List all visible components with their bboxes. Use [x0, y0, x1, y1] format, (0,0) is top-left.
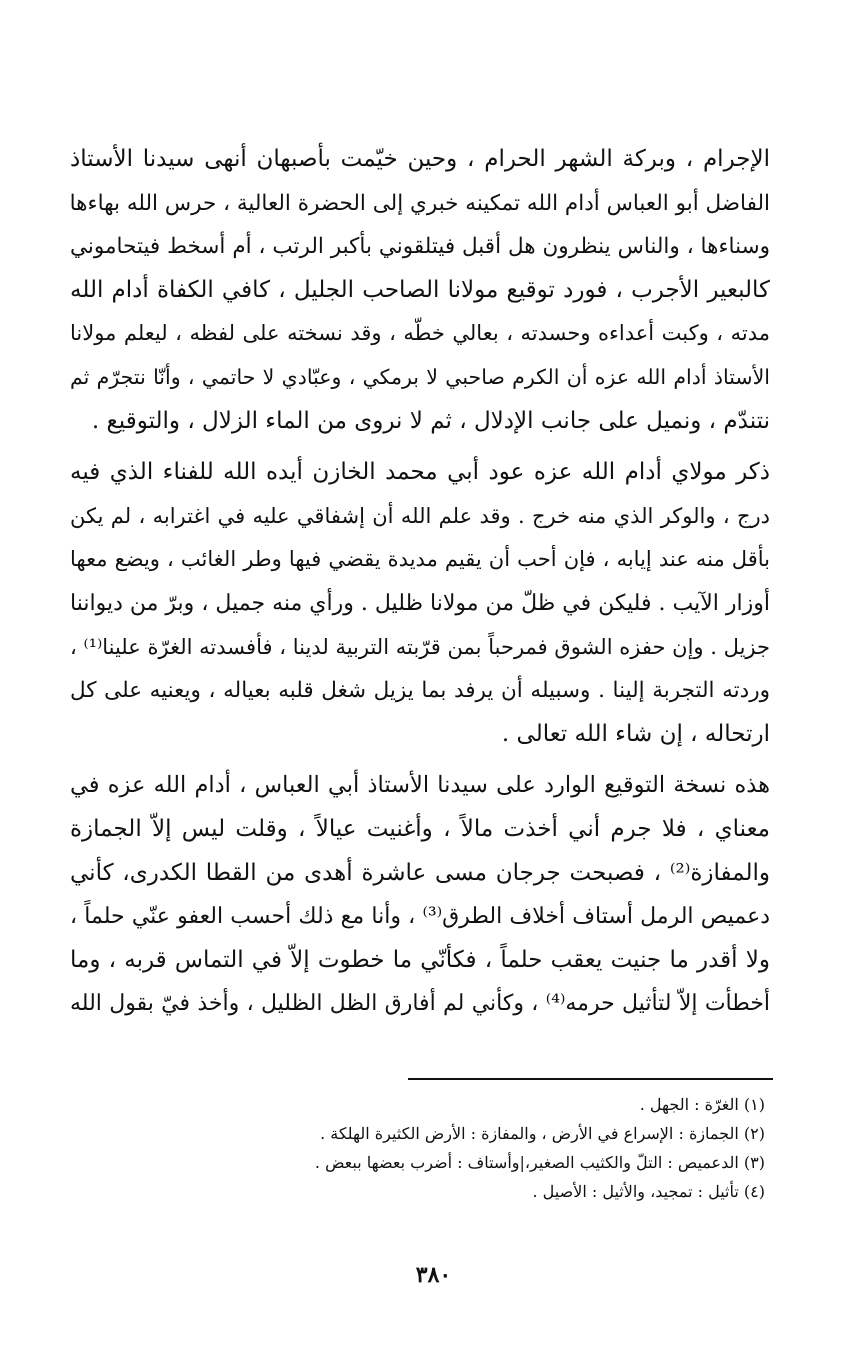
- paragraph-gap: [70, 756, 770, 764]
- text-line: وردته التجربة إلينا . وسبيله أن يرفد بما يزيل شغل قلبه بعياله ، ويعنيه على كل: [70, 678, 770, 704]
- footnote-separator: [408, 1078, 773, 1080]
- paragraph-1: [70, 138, 770, 443]
- paragraph-gap: [70, 443, 770, 451]
- footnotes: [200, 1090, 765, 1206]
- text-line: وسناءها ، والناس ينظرون هل أقبل فيتلقوني بأكبر الرتب ، أم أسخط فيتحاموني: [70, 234, 770, 260]
- text-line: ولا أقدر ما جنيت يعقب حلماً ، فكأنّي ما خطوت إلاّ في التماس قربه ، وما: [70, 946, 770, 973]
- text-line: درج ، والوكر الذي منه خرج . وقد علم الله أن إشفاقي عليه في اغترابه ، لم يكن: [70, 503, 770, 528]
- text-line: الأستاذ أدام الله عزه أن الكرم صاحبي لا برمكي ، وعبّادي لا حاتمي ، وأنّا نتجرّم ثم: [70, 364, 770, 389]
- footnote-4: (٤) تأثيل : تمجيد، والأثيل : الأصيل .: [532, 1182, 765, 1201]
- footnote-2: (٢) الجمازة : الإسراع في الأرض ، والمفازة : الأرض الكثيرة الهلكة .: [320, 1124, 765, 1143]
- text-line: الفاضل أبو العباس أدام الله تمكينه خبري إلى الحضرة العالية ، حرس الله بهاءها: [69, 190, 770, 216]
- footnote-3: (٣) الدعميص : التلّ والكثيب الصغير،|وأستاف : أضرب بعضها ببعض .: [314, 1153, 765, 1172]
- text-line: بأقل منه عند إيابه ، فإن أحب أن يقيم مديدة يقضي فيها وطر الغائب ، ويضع معها: [70, 547, 770, 572]
- text-line: جزيل . وإن حفزه الشوق فمرحباً بمن قرّبته التربية لدينا ، فأفسدته الغرّة علينا⁽¹⁾ ،: [70, 634, 770, 659]
- footnote-1: (١) الغرّة : الجهل .: [639, 1095, 765, 1114]
- text-line: مدته ، وكبت أعداءه وحسدته ، بعالي خطّه ، وقد نسخته على لفظه ، ليعلم مولانا: [70, 321, 770, 346]
- text-line: كالبعير الأجرب ، فورد توقيع مولانا الصاحب الجليل ، كافي الكفاة أدام الله: [70, 276, 770, 303]
- text-line: نتندّم ، ونميل على جانب الإدلال ، ثم لا نروى من الماء الزلال ، والتوقيع .: [91, 407, 770, 434]
- text-line: الإجرام ، وبركة الشهر الحرام ، وحين خيّمت بأصبهان أنهى سيدنا الأستاذ: [70, 146, 770, 172]
- text-line: ذكر مولاي أدام الله عزه عود أبي محمد الخازن أيده الله للفناء الذي فيه: [70, 459, 770, 486]
- text-line: دعميص الرمل أستاف أخلاف الطرق⁽³⁾ ، وأنا مع ذلك أحسب العفو عنّي حلماً ،: [70, 904, 770, 930]
- main-text: [70, 138, 770, 1026]
- text-line: أوزار الآيب . فليكن في ظلّ من مولانا ظليل . ورأي منه جميل ، وبرّ من ديواننا: [70, 590, 770, 616]
- paragraph-2: [70, 451, 770, 756]
- text-line: أخطأت إلاّ لتأثيل حرمه⁽⁴⁾ ، وكأني لم أفارق الظل الظليل ، وأخذ فيّ بقول الله: [70, 991, 770, 1017]
- page-number: ٣٨٠: [415, 1262, 452, 1288]
- text-line: ارتحاله ، إن شاء الله تعالى .: [501, 720, 770, 747]
- text-line: معناي ، فلا جرم أني أخذت مالاً ، وأغنيت عيالاً ، وقلت ليس إلاّ الجمازة: [70, 815, 770, 842]
- text-line: والمفازة⁽²⁾ ، فصبحت جرجان مسى عاشرة أهدى من القطا الكدرى، كأني: [70, 859, 770, 886]
- paragraph-3: [70, 764, 770, 1026]
- text-line: هذه نسخة التوقيع الوارد على سيدنا الأستاذ أبي العباس ، أدام الله عزه في: [70, 772, 770, 799]
